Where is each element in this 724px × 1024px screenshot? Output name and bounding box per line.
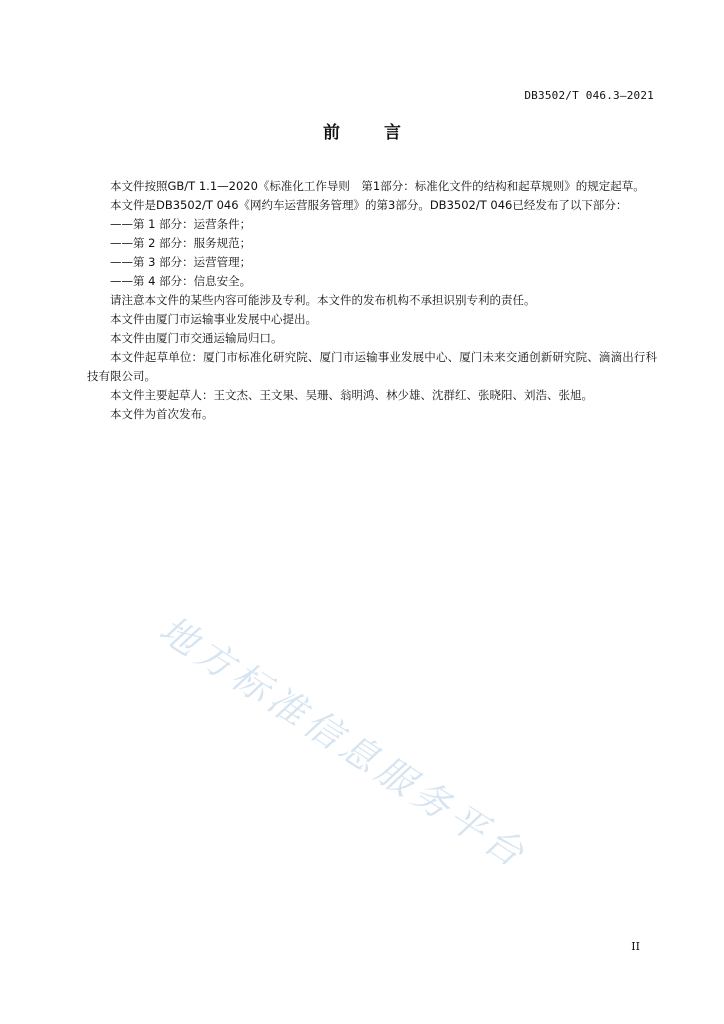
preface-body xyxy=(87,177,657,424)
paragraph: 本文件为首次发布。 xyxy=(110,407,214,421)
paragraph: 本文件按照GB/T 1.1—2020《标准化工作导则 第1部分：标准化文件的结构和起草规则》的规定起草。 xyxy=(110,179,645,193)
document-id: DB3502/T 046.3—2021 xyxy=(524,89,654,102)
list-item: ——第 3 部分：运营管理； xyxy=(110,255,252,269)
title-char-2: 言 xyxy=(384,123,401,143)
page-number: II xyxy=(631,940,640,953)
watermark: 地方标准信息服务平台 xyxy=(151,607,536,878)
paragraph: 本文件是DB3502/T 046《网约车运营服务管理》的第3部分。DB3502/T 046已经发布了以下部分： xyxy=(110,198,628,212)
paragraph: 本文件由厦门市运输事业发展中心提出。 xyxy=(110,312,317,326)
paragraph: 请注意本文件的某些内容可能涉及专利。本文件的发布机构不承担识别专利的责任。 xyxy=(110,293,536,307)
paragraph: 本文件起草单位：厦门市标准化研究院、厦门市运输事业发展中心、厦门未来交通创新研究院、滴滴出行科技有限公司。 xyxy=(87,350,657,383)
list-item: ——第 2 部分：服务规范； xyxy=(110,236,252,250)
title-char-1: 前 xyxy=(323,123,340,143)
list-item: ——第 4 部分：信息安全。 xyxy=(110,274,252,288)
paragraph: 本文件主要起草人：王文杰、王文果、吴珊、翁明鸿、林少雄、沈群红、张晓阳、刘浩、张旭。 xyxy=(110,388,593,402)
page-title xyxy=(0,118,724,143)
list-item: ——第 1 部分：运营条件； xyxy=(110,217,252,231)
paragraph: 本文件由厦门市交通运输局归口。 xyxy=(110,331,283,345)
